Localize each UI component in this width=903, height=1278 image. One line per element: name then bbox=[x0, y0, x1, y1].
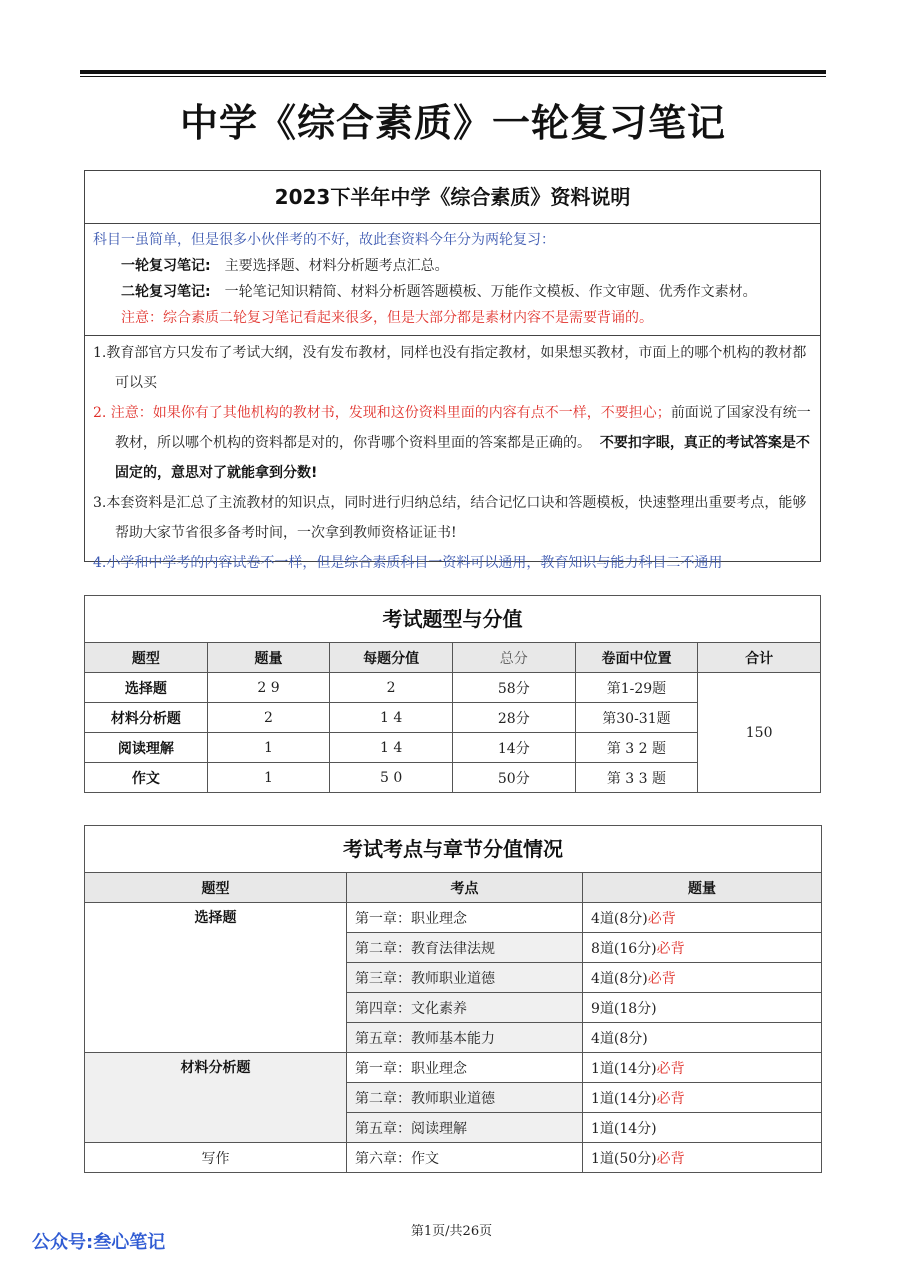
exam-count: 2 bbox=[207, 703, 330, 733]
round1-text: 主要选择题、材料分析题考点汇总。 bbox=[224, 258, 449, 274]
round1-label: 一轮复习笔记: bbox=[121, 258, 211, 274]
must-tag: 必背 bbox=[656, 1060, 685, 1077]
count-text: 4道(8分) bbox=[591, 970, 648, 987]
intro-line: 科目一虽简单，但是很多小伙伴考的不好，故此套资料今年分为两轮复习： bbox=[93, 232, 555, 248]
header-rule-thin bbox=[80, 76, 826, 77]
topic-table bbox=[84, 825, 822, 1173]
count-text: 1道(14分) bbox=[591, 1090, 657, 1107]
exam-table bbox=[84, 595, 821, 793]
exam-position: 第 3 3 题 bbox=[575, 763, 698, 793]
note-2-emphasis: 不要扣字眼，真正的考试答案是不固定的，意思对了就能拿到分数! bbox=[115, 435, 810, 481]
exam-table-title: 考试题型与分值 bbox=[85, 596, 821, 643]
count-text: 4道(8分) bbox=[591, 1030, 648, 1047]
topic-point: 第五章：教师基本能力 bbox=[347, 1023, 583, 1053]
exam-position: 第 3 2 题 bbox=[575, 733, 698, 763]
exam-total: 50分 bbox=[452, 763, 575, 793]
info-intro bbox=[85, 224, 820, 336]
info-section bbox=[84, 170, 821, 571]
topic-header: 考点 bbox=[347, 873, 583, 903]
topic-count bbox=[583, 993, 822, 1023]
exam-header: 题量 bbox=[207, 643, 330, 673]
note-2-text: 前面说了国家没有统一教材，所以哪个机构的资料都是对的，你背哪个资料里面的答案都是正确的。 bbox=[115, 405, 811, 451]
topic-point: 第一章：职业理念 bbox=[347, 903, 583, 933]
exam-type: 阅读理解 bbox=[85, 733, 208, 763]
exam-header: 卷面中位置 bbox=[575, 643, 698, 673]
note-2-warning: 2. 注意：如果你有了其他机构的教材书，发现和这份资料里面的内容有点不一样，不要担心； bbox=[93, 405, 671, 421]
exam-each: 2 bbox=[330, 673, 453, 703]
topic-header: 题型 bbox=[85, 873, 347, 903]
exam-each: 5 0 bbox=[330, 763, 453, 793]
exam-type: 材料分析题 bbox=[85, 703, 208, 733]
must-tag: 必背 bbox=[656, 1090, 685, 1107]
table-row bbox=[85, 673, 821, 703]
count-text: 1道(14分) bbox=[591, 1120, 657, 1137]
note-3: 3.本套资料是汇总了主流教材的知识点，同时进行归纳总结，结合记忆口诀和答题模板，快速整理出重要考点，能够帮助大家节省很多备考时间，一次拿到教师资格证证书! bbox=[93, 495, 807, 541]
topic-count bbox=[583, 963, 822, 993]
topic-point: 第四章：文化素养 bbox=[347, 993, 583, 1023]
exam-total: 58分 bbox=[452, 673, 575, 703]
exam-total: 14分 bbox=[452, 733, 575, 763]
must-tag: 必背 bbox=[656, 1150, 685, 1167]
topic-point: 第二章：教育法律法规 bbox=[347, 933, 583, 963]
exam-header: 总分 bbox=[452, 643, 575, 673]
topic-count bbox=[583, 1083, 822, 1113]
note-1: 1.教育部官方只发布了考试大纲，没有发布教材，同样也没有指定教材，如果想买教材，市面上的哪个机构的教材都可以买 bbox=[93, 345, 807, 391]
topic-type-writing: 写作 bbox=[85, 1143, 347, 1173]
round2-line bbox=[93, 279, 812, 305]
exam-position: 第1-29题 bbox=[575, 673, 698, 703]
info-heading: 2023下半年中学《综合素质》资料说明 bbox=[85, 171, 820, 224]
page-number: 第1页/共26页 bbox=[410, 1224, 493, 1239]
topic-table-section bbox=[84, 825, 821, 1178]
topic-count bbox=[583, 1023, 822, 1053]
note-4: 4.小学和中学考的内容试卷不一样，但是综合素质科目一资料可以通用，教育知识与能力科目二不通用 bbox=[93, 555, 723, 571]
topic-type-material: 材料分析题 bbox=[85, 1053, 347, 1143]
header-rule bbox=[80, 70, 826, 74]
exam-table-section bbox=[84, 595, 821, 796]
exam-count: 1 bbox=[207, 733, 330, 763]
exam-count: 2 9 bbox=[207, 673, 330, 703]
must-tag: 必背 bbox=[647, 970, 676, 987]
exam-header: 每题分值 bbox=[330, 643, 453, 673]
topic-count bbox=[583, 1113, 822, 1143]
brand-watermark: 公众号:叁心笔记 bbox=[32, 1232, 166, 1253]
topic-count bbox=[583, 903, 822, 933]
note-2 bbox=[93, 398, 812, 488]
caution-line: 注意：综合素质二轮复习笔记看起来很多，但是大部分都是素材内容不是需要背诵的。 bbox=[121, 310, 653, 326]
topic-table-title: 考试考点与章节分值情况 bbox=[85, 826, 822, 873]
exam-type: 作文 bbox=[85, 763, 208, 793]
topic-header: 题量 bbox=[583, 873, 822, 903]
exam-header: 合计 bbox=[698, 643, 821, 673]
count-text: 9道(18分) bbox=[591, 1000, 657, 1017]
exam-type: 选择题 bbox=[85, 673, 208, 703]
topic-type-choice: 选择题 bbox=[85, 903, 347, 1053]
round2-text: 一轮笔记知识精简、材料分析题答题模板、万能作文模板、作文审题、优秀作文素材。 bbox=[224, 284, 757, 300]
exam-position: 第30-31题 bbox=[575, 703, 698, 733]
count-text: 8道(16分) bbox=[591, 940, 657, 957]
exam-count: 1 bbox=[207, 763, 330, 793]
exam-header: 题型 bbox=[85, 643, 208, 673]
must-tag: 必背 bbox=[656, 940, 685, 957]
document-title: 中学《综合素质》一轮复习笔记 bbox=[179, 101, 726, 145]
table-row bbox=[85, 1143, 822, 1173]
topic-point: 第三章：教师职业道德 bbox=[347, 963, 583, 993]
round1-line bbox=[93, 253, 812, 279]
topic-point: 第一章：职业理念 bbox=[347, 1053, 583, 1083]
topic-count bbox=[583, 1053, 822, 1083]
round2-label: 二轮复习笔记: bbox=[121, 284, 211, 300]
exam-total: 28分 bbox=[452, 703, 575, 733]
table-row bbox=[85, 1053, 822, 1083]
topic-point: 第六章：作文 bbox=[347, 1143, 583, 1173]
notes bbox=[85, 336, 820, 580]
exam-each: 1 4 bbox=[330, 703, 453, 733]
must-tag: 必背 bbox=[647, 910, 676, 927]
topic-count bbox=[583, 933, 822, 963]
exam-each: 1 4 bbox=[330, 733, 453, 763]
count-text: 4道(8分) bbox=[591, 910, 648, 927]
table-row bbox=[85, 903, 822, 933]
count-text: 1道(50分) bbox=[591, 1150, 657, 1167]
topic-count bbox=[583, 1143, 822, 1173]
topic-point: 第二章：教师职业道德 bbox=[347, 1083, 583, 1113]
exam-grand-total: 150 bbox=[698, 673, 821, 793]
count-text: 1道(14分) bbox=[591, 1060, 657, 1077]
topic-point: 第五章：阅读理解 bbox=[347, 1113, 583, 1143]
